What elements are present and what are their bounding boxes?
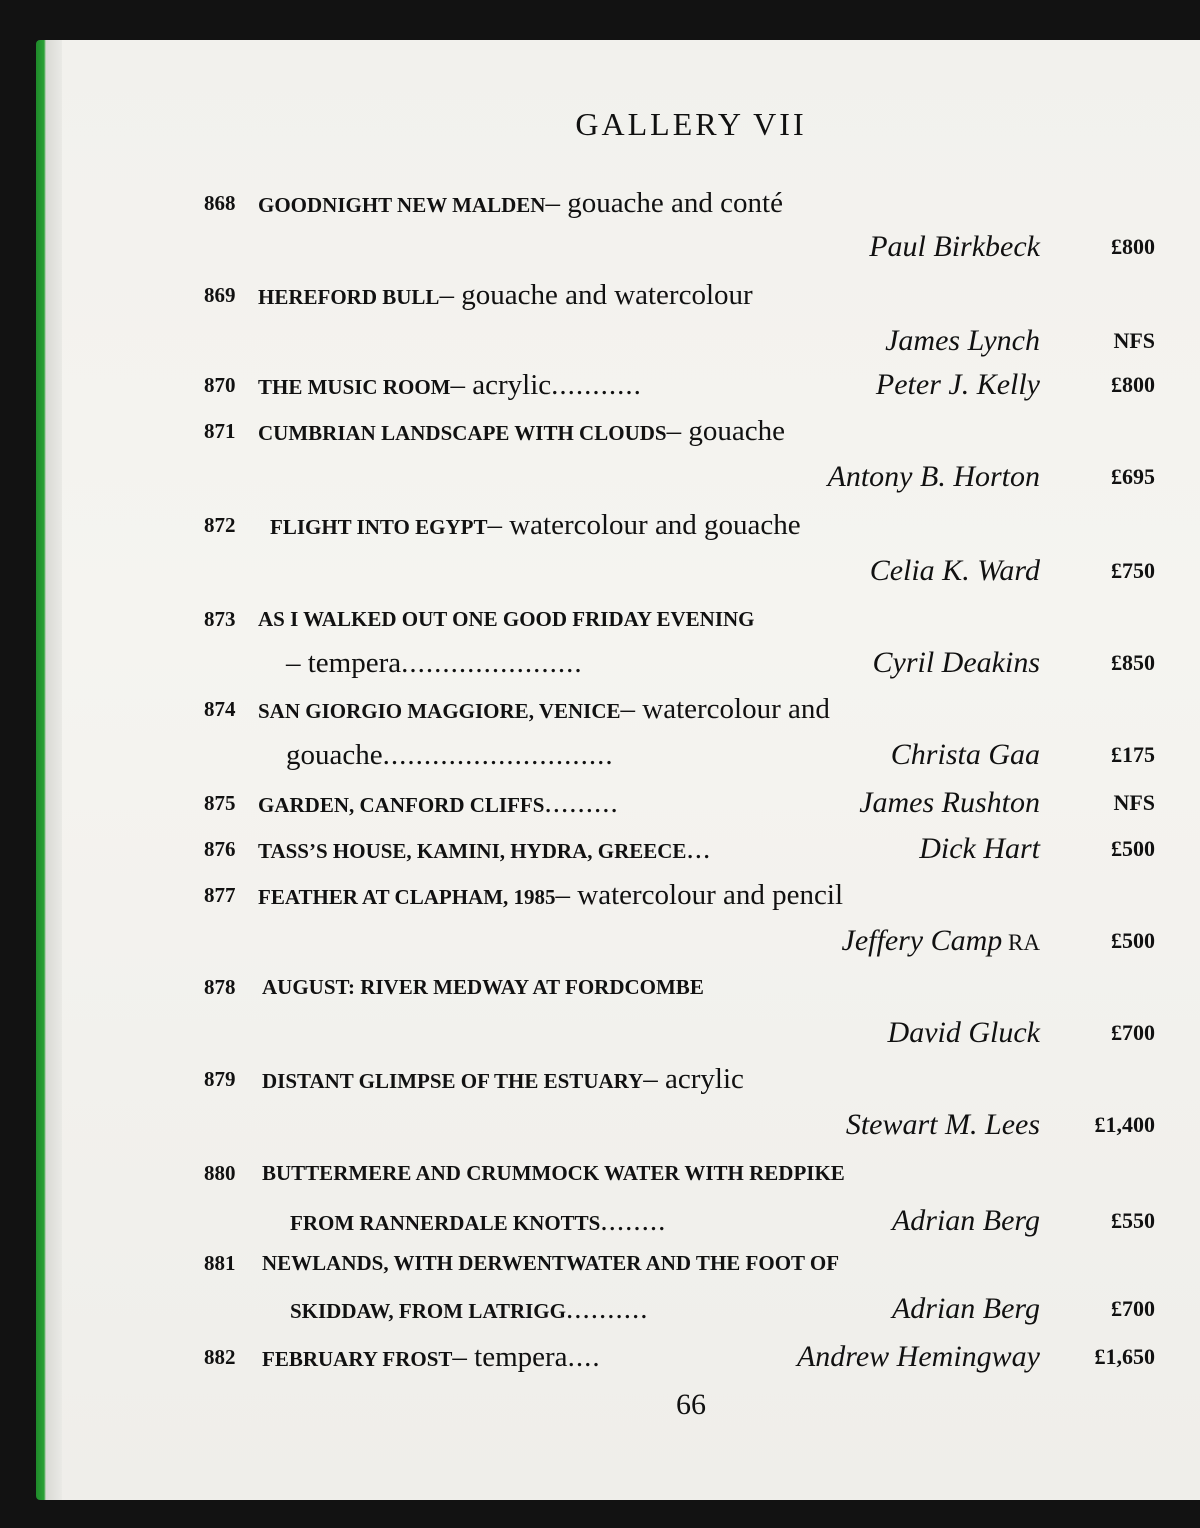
- entry-875: [62, 780, 1200, 826]
- entry-artist: Cyril Deakins: [872, 646, 1040, 679]
- leader-dots: ........: [600, 1205, 667, 1237]
- entry-878-credit: [62, 1010, 1200, 1056]
- leader-dots: ...: [686, 833, 712, 865]
- entry-artist: James Lynch: [885, 324, 1040, 357]
- entry-price: £800: [1111, 234, 1155, 259]
- entry-869: [62, 272, 1200, 318]
- entry-title: TASS’S HOUSE, KAMINI, HYDRA, GREECE: [258, 839, 687, 863]
- entry-872: [62, 502, 1200, 548]
- entry-artist: James Rushton: [859, 786, 1040, 819]
- entry-880: [62, 1150, 1200, 1196]
- entry-artist: Christa Gaa: [890, 738, 1040, 771]
- entry-876: [62, 826, 1200, 872]
- entry-number: 877: [204, 883, 236, 907]
- entry-price: £695: [1111, 464, 1155, 489]
- entry-price: £850: [1111, 650, 1155, 675]
- entry-artist: David Gluck: [887, 1016, 1040, 1049]
- entry-title-cont: FROM RANNERDALE KNOTTS: [290, 1211, 601, 1235]
- leader-dots: ....: [567, 1341, 601, 1373]
- entry-artist: Jeffery Camp RA: [841, 924, 1040, 957]
- entry-number: 873: [204, 607, 236, 631]
- entry-number: 872: [204, 513, 236, 537]
- entry-882: [62, 1334, 1200, 1380]
- entry-artist: Adrian Berg: [891, 1204, 1040, 1237]
- entry-title: FEATHER AT CLAPHAM, 1985: [258, 885, 556, 909]
- entry-artist: Adrian Berg: [891, 1292, 1040, 1325]
- leader-dots: ......................: [401, 647, 583, 679]
- gallery-title: GALLERY VII: [575, 106, 807, 142]
- entry-medium: – watercolour and: [620, 693, 830, 725]
- leader-dots: .........: [544, 787, 619, 819]
- entry-number: 880: [204, 1161, 236, 1185]
- entry-artist: Stewart M. Lees: [845, 1108, 1040, 1141]
- entry-medium: – gouache: [666, 415, 785, 447]
- entry-880-credit: [62, 1198, 1200, 1244]
- entry-artist: Antony B. Horton: [827, 460, 1040, 493]
- entry-number: 879: [204, 1067, 236, 1091]
- entry-number: 868: [204, 191, 236, 215]
- entry-artist: Celia K. Ward: [869, 554, 1040, 587]
- entry-medium: – acrylic: [450, 369, 552, 401]
- entry-869-credit: [62, 318, 1200, 364]
- entry-title: AS I WALKED OUT ONE GOOD FRIDAY EVENING: [258, 607, 755, 631]
- entry-number: 878: [204, 975, 236, 999]
- entry-881-credit: [62, 1286, 1200, 1332]
- entry-872-credit: [62, 548, 1200, 594]
- entry-number: 871: [204, 419, 236, 443]
- entry-868-credit: [62, 224, 1200, 270]
- entry-title: FEBRUARY FROST: [262, 1347, 453, 1371]
- entry-medium: – gouache and conté: [545, 187, 783, 219]
- entry-881: [62, 1240, 1200, 1286]
- artist-suffix: RA: [1002, 930, 1040, 955]
- entry-medium: – acrylic: [643, 1063, 744, 1095]
- entry-price: £500: [1111, 836, 1155, 861]
- entry-number: 875: [204, 791, 236, 815]
- entry-877-credit: [62, 918, 1200, 964]
- entry-price: £700: [1111, 1020, 1155, 1045]
- entry-title: CUMBRIAN LANDSCAPE WITH CLOUDS: [258, 421, 667, 445]
- entry-title: DISTANT GLIMPSE OF THE ESTUARY: [262, 1069, 644, 1093]
- entry-price: NFS: [1113, 790, 1155, 815]
- entry-title: SAN GIORGIO MAGGIORE, VENICE: [258, 699, 621, 723]
- entry-price: £750: [1111, 558, 1155, 583]
- leader-dots: ............................: [382, 739, 614, 771]
- page-number: 66: [676, 1388, 706, 1421]
- entry-artist: Peter J. Kelly: [875, 368, 1040, 401]
- entry-price: £550: [1111, 1208, 1155, 1233]
- entry-medium: – tempera: [286, 647, 402, 679]
- entry-medium: – gouache and watercolour: [439, 279, 753, 311]
- entry-number: 882: [204, 1345, 236, 1369]
- entry-868: [62, 180, 1200, 226]
- entry-number: 869: [204, 283, 236, 307]
- catalogue-page: [62, 40, 1200, 1500]
- entry-877: [62, 872, 1200, 918]
- entry-title: GARDEN, CANFORD CLIFFS: [258, 793, 545, 817]
- entry-medium: – watercolour and gouache: [487, 509, 801, 541]
- entry-price: £800: [1111, 372, 1155, 397]
- entry-title: NEWLANDS, WITH DERWENTWATER AND THE FOOT OF: [262, 1251, 840, 1275]
- entry-price: £700: [1111, 1296, 1155, 1321]
- entry-price: £175: [1111, 742, 1155, 767]
- entry-879-credit: [62, 1102, 1200, 1148]
- entry-title: THE MUSIC ROOM: [258, 375, 451, 399]
- entry-title: HEREFORD BULL: [258, 285, 440, 309]
- entry-873: [62, 596, 1200, 642]
- entry-price: £1,400: [1094, 1112, 1155, 1137]
- entry-medium: – watercolour and pencil: [555, 879, 843, 911]
- entry-874: [62, 686, 1200, 732]
- entry-871-credit: [62, 454, 1200, 500]
- entry-874-credit: [62, 732, 1200, 778]
- entry-number: 876: [204, 837, 236, 861]
- entry-title: BUTTERMERE AND CRUMMOCK WATER WITH REDPIKE: [262, 1161, 845, 1185]
- entry-artist: Paul Birkbeck: [869, 230, 1040, 263]
- page-edge: [36, 40, 64, 1500]
- entry-price: NFS: [1113, 328, 1155, 353]
- entry-title: GOODNIGHT NEW MALDEN: [258, 193, 546, 217]
- entry-price: £500: [1111, 928, 1155, 953]
- entry-title-cont: SKIDDAW, FROM LATRIGG: [290, 1299, 566, 1323]
- entry-871: [62, 408, 1200, 454]
- entry-medium: – tempera: [452, 1341, 568, 1373]
- entry-873-credit: [62, 640, 1200, 686]
- entry-number: 870: [204, 373, 236, 397]
- entry-title: FLIGHT INTO EGYPT: [270, 515, 488, 539]
- entry-price: £1,650: [1094, 1344, 1155, 1369]
- entry-879: [62, 1056, 1200, 1102]
- leader-dots: ..........: [565, 1293, 649, 1325]
- entry-medium-cont: gouache: [286, 739, 383, 771]
- entry-number: 881: [204, 1251, 236, 1275]
- entry-878: [62, 964, 1200, 1010]
- entry-artist: Andrew Hemingway: [796, 1340, 1040, 1373]
- entry-number: 874: [204, 697, 236, 721]
- entry-870: [62, 362, 1200, 408]
- entry-artist: Dick Hart: [919, 832, 1040, 865]
- entry-title: AUGUST: RIVER MEDWAY AT FORDCOMBE: [262, 975, 704, 999]
- leader-dots: ...........: [551, 369, 642, 401]
